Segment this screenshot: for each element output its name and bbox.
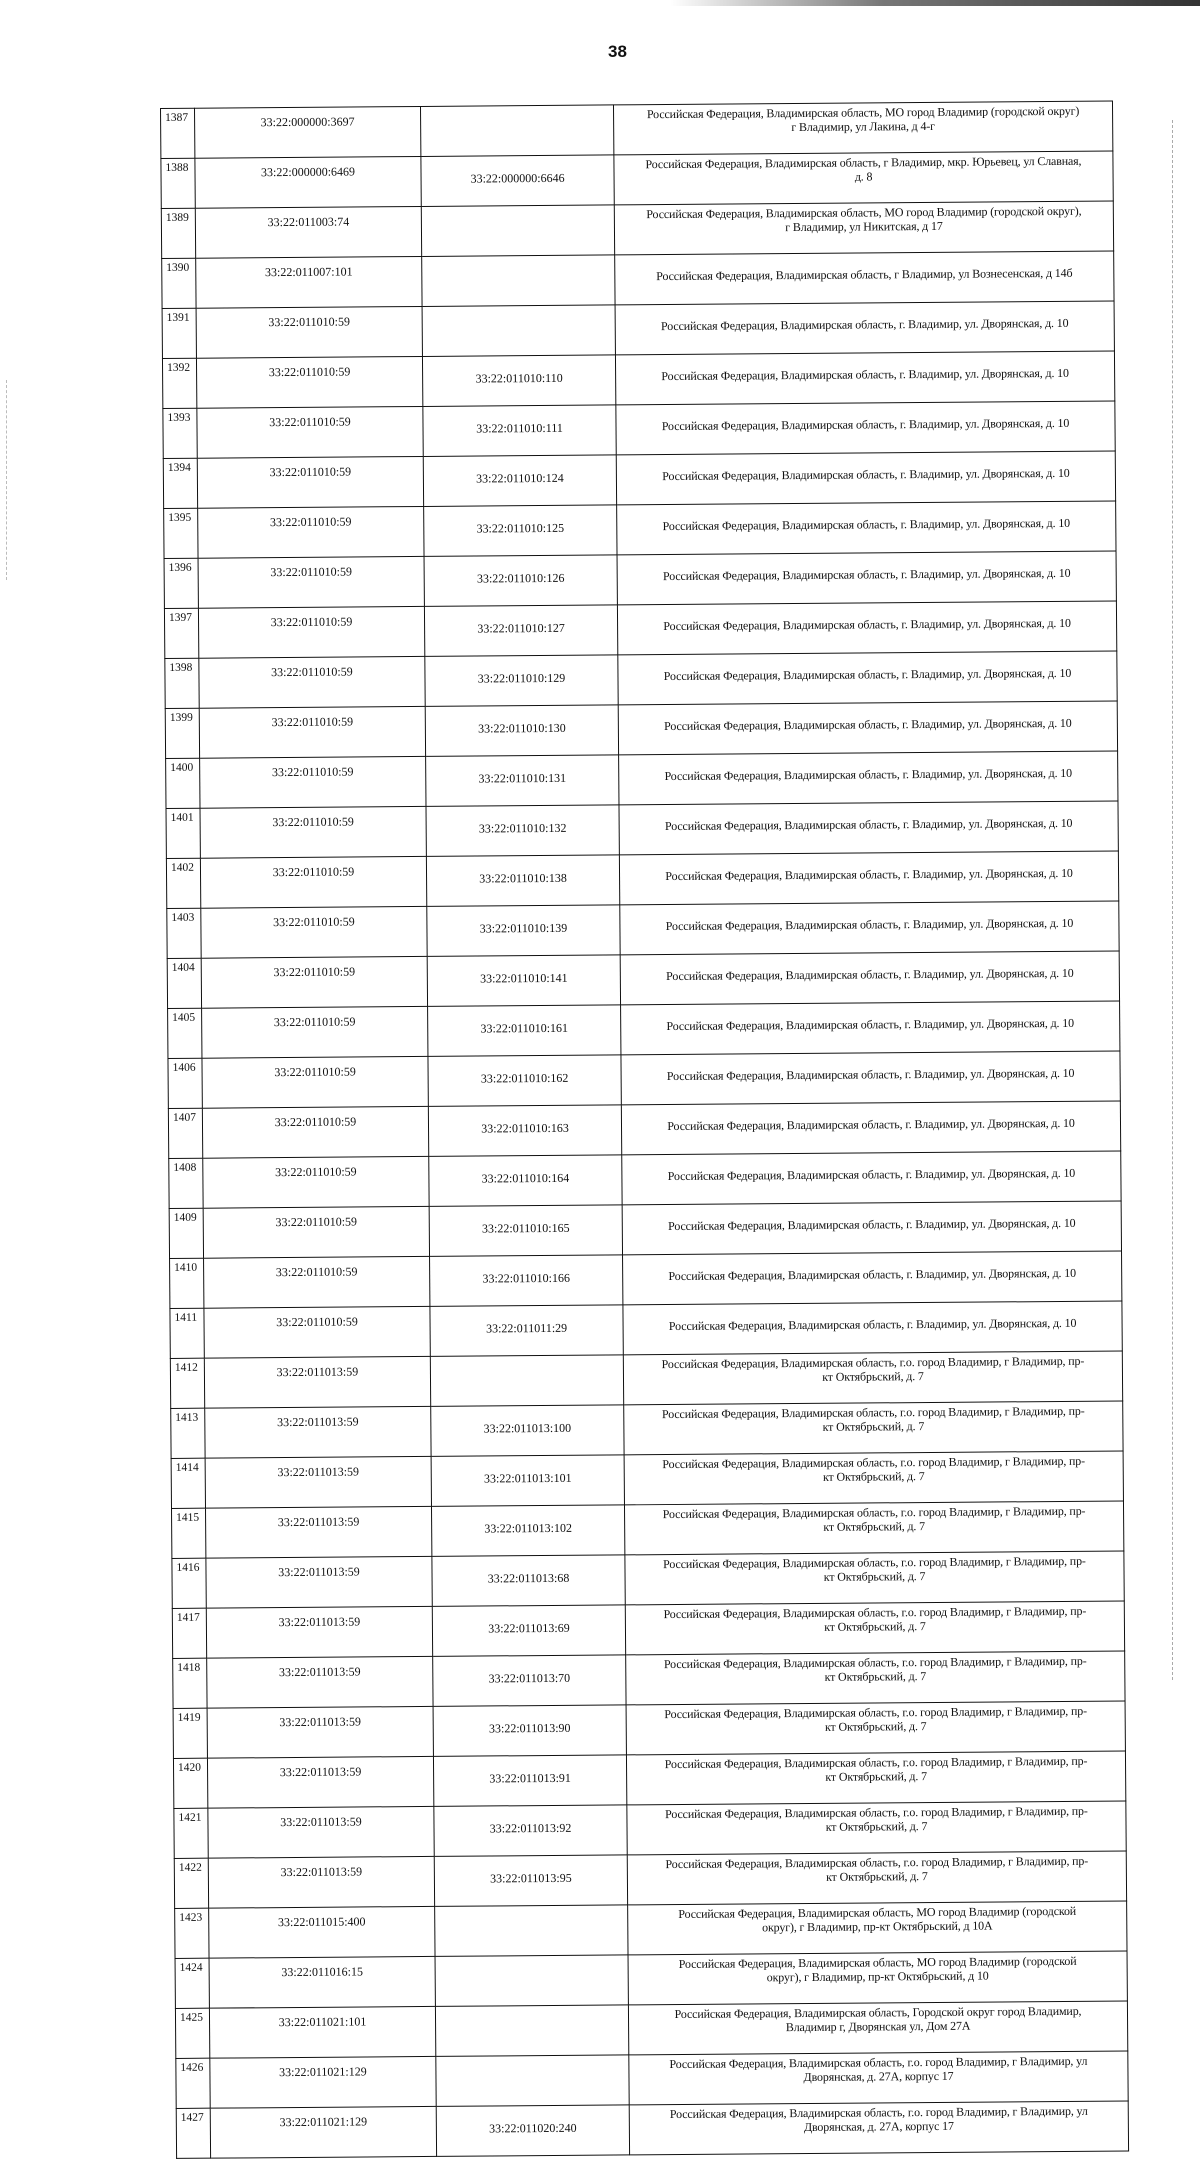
row-number: 1423	[175, 1908, 209, 1958]
cadastral-number: 33:22:011013:59	[207, 1756, 433, 1808]
cadastral-number: 33:22:011010:59	[200, 856, 426, 908]
cadastral-number: 33:22:011010:59	[199, 706, 425, 758]
address-line-1: Российская Федерация, Владимирская область, г. Владимир, ул. Дворянская, д. 10	[668, 1215, 1076, 1234]
address-line-1: Российская Федерация, Владимирская область, г. Владимир, ул. Дворянская, д. 10	[661, 365, 1069, 384]
cadastral-number: 33:22:011010:59	[198, 556, 424, 608]
address-line-1: Российская Федерация, Владимирская область, г. Владимир, ул. Дворянская, д. 10	[665, 915, 1074, 934]
cadastral-number: 33:22:011016:15	[209, 1956, 435, 2008]
cadastral-number: 33:22:011010:59	[203, 1156, 429, 1208]
cadastral-number: 33:22:011010:59	[202, 1006, 428, 1058]
table-body	[161, 101, 1129, 2158]
row-number: 1425	[175, 2008, 209, 2058]
table-row	[164, 601, 1116, 658]
address-line-1: Российская Федерация, Владимирская область, г. Владимир, ул. Дворянская, д. 10	[666, 1065, 1075, 1084]
table-row	[175, 1951, 1127, 2008]
related-cadastral-number: 33:22:011010:165	[429, 1205, 622, 1257]
address-line-1: Российская Федерация, Владимирская область, МО город Владимир (городской	[678, 1903, 1077, 1921]
table-row	[173, 1751, 1125, 1808]
related-cadastral-number	[422, 305, 615, 357]
table-row	[175, 2001, 1127, 2058]
address-line-1: Российская Федерация, Владимирская область, г. Владимир, ул. Дворянская, д. 10	[664, 815, 1073, 834]
table-row	[173, 1651, 1125, 1708]
address-cell	[627, 1801, 1126, 1855]
address-cell	[617, 501, 1116, 555]
address-line-1: Российская Федерация, Владимирская область, г.о. город Владимир, г Владимир, пр-	[662, 1503, 1086, 1522]
table-row	[162, 351, 1114, 408]
address-line-1: Российская Федерация, Владимирская область, г. Владимир, ул. Дворянская, д. 10	[660, 315, 1069, 334]
address-cell	[616, 401, 1115, 455]
address-cell	[613, 101, 1112, 155]
cadastral-number: 33:22:000000:6469	[195, 156, 421, 208]
related-cadastral-number: 33:22:011010:125	[424, 505, 617, 557]
cadastral-number: 33:22:011013:59	[206, 1556, 432, 1608]
address-line-1: Российская Федерация, Владимирская область, Городской округ город Владимир,	[674, 2003, 1082, 2022]
related-cadastral-number: 33:22:011010:139	[427, 905, 620, 957]
cadastral-number: 33:22:011010:59	[197, 406, 423, 458]
scan-artifact-line	[6, 380, 8, 580]
cadastral-number: 33:22:011021:129	[210, 2056, 436, 2108]
cadastral-number: 33:22:011013:59	[205, 1456, 431, 1508]
related-cadastral-number	[435, 1955, 628, 2007]
row-number: 1396	[164, 558, 198, 608]
related-cadastral-number: 33:22:011010:132	[426, 805, 619, 857]
address-line-2: г Владимир, ул Никитская, д 17	[785, 218, 943, 235]
address-line-1: Российская Федерация, Владимирская область, г.о. город Владимир, г Владимир, пр-	[663, 1553, 1086, 1572]
row-number: 1409	[169, 1208, 203, 1258]
row-number: 1424	[175, 1958, 209, 2008]
row-number: 1416	[172, 1558, 206, 1608]
row-number: 1388	[161, 158, 195, 208]
related-cadastral-number: 33:22:011013:100	[431, 1405, 624, 1457]
row-number: 1395	[164, 508, 198, 558]
address-line-2: кт Октябрьский, д. 7	[824, 1669, 927, 1684]
table-row	[166, 801, 1118, 858]
cadastral-number: 33:22:011003:74	[195, 206, 421, 258]
address-line-1: Российская Федерация, Владимирская область, г.о. город Владимир, г Владимир, ул	[669, 2103, 1088, 2122]
cadastral-table	[160, 101, 1129, 2159]
address-line-1: Российская Федерация, Владимирская область, г Владимир, ул Вознесенская, д 14б	[656, 265, 1073, 284]
address-line-1: Российская Федерация, Владимирская область, г.о. город Владимир, г Владимир, пр-	[661, 1403, 1085, 1422]
row-number: 1408	[169, 1158, 203, 1208]
table-row	[162, 301, 1114, 358]
table-row	[161, 151, 1113, 208]
address-line-1: Российская Федерация, Владимирская область, МО город Владимир (городской округ),	[646, 203, 1082, 222]
table-row	[164, 551, 1116, 608]
address-line-2: Владимир г, Дворянская ул, Дом 27А	[785, 2018, 971, 2035]
row-number: 1399	[165, 708, 199, 758]
table-row	[170, 1301, 1122, 1358]
related-cadastral-number: 33:22:011010:131	[426, 755, 619, 807]
cadastral-number: 33:22:011010:59	[196, 356, 422, 408]
address-line-1: Российская Федерация, Владимирская область, г.о. город Владимир, г Владимир, пр-	[663, 1653, 1087, 1672]
address-line-1: Российская Федерация, Владимирская область, г. Владимир, ул. Дворянская, д. 10	[666, 965, 1074, 984]
address-cell	[624, 1501, 1123, 1555]
related-cadastral-number	[421, 205, 614, 257]
related-cadastral-number: 33:22:011010:124	[423, 455, 616, 507]
cadastral-number: 33:22:011010:59	[199, 656, 425, 708]
cadastral-number: 33:22:011010:59	[204, 1306, 430, 1358]
related-cadastral-number: 33:22:011010:111	[423, 405, 616, 457]
cadastral-number: 33:22:011013:59	[208, 1806, 434, 1858]
related-cadastral-number: 33:22:011013:92	[434, 1805, 627, 1857]
table-row	[167, 901, 1119, 958]
address-line-2: кт Октябрьский, д. 7	[825, 1769, 927, 1784]
address-cell	[628, 1901, 1127, 1955]
row-number: 1420	[173, 1758, 207, 1808]
address-cell	[615, 351, 1114, 405]
cadastral-number: 33:22:011015:400	[209, 1906, 435, 1958]
row-number: 1406	[168, 1058, 202, 1108]
address-cell	[624, 1451, 1123, 1505]
table-row	[163, 401, 1115, 458]
row-number: 1405	[168, 1008, 202, 1058]
address-line-1: Российская Федерация, Владимирская область, г.о. город Владимир, г Владимир, пр-	[665, 1803, 1088, 1822]
related-cadastral-number: 33:22:011013:70	[433, 1655, 626, 1707]
table-row	[161, 101, 1113, 158]
table-row	[165, 701, 1117, 758]
scan-artifact-line	[1172, 120, 1174, 1680]
related-cadastral-number: 33:22:011013:95	[434, 1855, 627, 1907]
related-cadastral-number: 33:22:011010:138	[426, 855, 619, 907]
address-line-1: Российская Федерация, Владимирская область, г. Владимир, ул. Дворянская, д. 10	[664, 765, 1073, 784]
address-cell	[622, 1151, 1121, 1205]
address-cell	[629, 2051, 1128, 2105]
related-cadastral-number: 33:22:011013:69	[432, 1605, 625, 1657]
related-cadastral-number: 33:22:011013:90	[433, 1705, 626, 1757]
address-cell	[626, 1751, 1125, 1805]
related-cadastral-number: 33:22:011020:240	[436, 2105, 629, 2157]
address-cell	[619, 851, 1118, 905]
related-cadastral-number	[435, 2005, 628, 2057]
row-number: 1411	[170, 1308, 204, 1358]
cadastral-number: 33:22:011010:59	[203, 1206, 429, 1258]
cadastral-number: 33:22:011021:101	[209, 2006, 435, 2058]
address-line-2: кт Октябрьский, д. 7	[825, 1819, 928, 1834]
row-number: 1391	[162, 308, 196, 358]
related-cadastral-number: 33:22:011010:126	[424, 555, 617, 607]
related-cadastral-number: 33:22:011010:129	[425, 655, 618, 707]
page-number: 38	[608, 42, 627, 61]
address-cell	[619, 801, 1118, 855]
address-line-1: Российская Федерация, Владимирская область, МО город Владимир (городской округ)	[646, 103, 1080, 122]
address-line-1: Российская Федерация, Владимирская область, г.о. город Владимир, г Владимир, пр-	[664, 1703, 1087, 1722]
address-cell	[614, 201, 1113, 255]
cadastral-number: 33:22:011013:59	[206, 1606, 432, 1658]
address-cell	[629, 2101, 1128, 2155]
related-cadastral-number: 33:22:011013:102	[431, 1505, 624, 1557]
address-cell	[617, 601, 1116, 655]
cadastral-table-grid	[160, 101, 1129, 2159]
table-row	[169, 1151, 1121, 1208]
address-line-1: Российская Федерация, Владимирская область, г. Владимир, ул. Дворянская, д. 10	[668, 1265, 1076, 1284]
row-number: 1415	[171, 1508, 205, 1558]
table-row	[161, 201, 1113, 258]
row-number: 1397	[164, 608, 198, 658]
address-line-2: кт Октябрьский, д. 7	[824, 1719, 927, 1734]
address-line-2: кт Октябрьский, д. 7	[826, 1869, 928, 1884]
cadastral-number: 33:22:000000:3697	[195, 106, 421, 158]
address-cell	[625, 1601, 1124, 1655]
table-row	[172, 1551, 1124, 1608]
address-line-1: Российская Федерация, Владимирская область, г.о. город Владимир, г Владимир, пр-	[662, 1453, 1086, 1472]
table-row	[167, 951, 1119, 1008]
table-row	[168, 1051, 1120, 1108]
address-cell	[625, 1551, 1124, 1605]
address-line-1: Российская Федерация, Владимирская область, г. Владимир, ул. Дворянская, д. 10	[663, 615, 1071, 634]
cadastral-number: 33:22:011013:59	[204, 1356, 430, 1408]
address-cell	[615, 301, 1114, 355]
address-line-1: Российская Федерация, Владимирская область, г.о. город Владимир, г Владимир, пр-	[663, 1603, 1087, 1622]
related-cadastral-number: 33:22:011011:29	[430, 1305, 623, 1357]
row-number: 1413	[171, 1408, 205, 1458]
address-cell	[618, 701, 1117, 755]
address-cell	[621, 1051, 1120, 1105]
address-cell	[626, 1651, 1125, 1705]
row-number: 1426	[176, 2058, 210, 2108]
table-row	[174, 1851, 1126, 1908]
cadastral-number: 33:22:011007:101	[196, 256, 422, 308]
address-cell	[620, 901, 1119, 955]
address-line-2: округ), г Владимир, пр-кт Октябрьский, д 10А	[762, 1918, 993, 1935]
cadastral-number: 33:22:011010:59	[196, 306, 422, 358]
table-row	[162, 251, 1114, 308]
address-line-1: Российская Федерация, Владимирская область, г. Владимир, ул. Дворянская, д. 10	[666, 1015, 1074, 1034]
cadastral-number: 33:22:011010:59	[198, 506, 424, 558]
table-row	[173, 1701, 1125, 1758]
address-cell	[619, 751, 1118, 805]
address-cell	[622, 1201, 1121, 1255]
table-row	[171, 1501, 1123, 1558]
row-number: 1407	[168, 1108, 202, 1158]
address-cell	[621, 1001, 1120, 1055]
row-number: 1392	[162, 358, 196, 408]
table-row	[171, 1401, 1123, 1458]
address-line-1: Российская Федерация, Владимирская область, г. Владимир, ул. Дворянская, д. 10	[662, 565, 1071, 584]
address-line-2: кт Октябрьский, д. 7	[822, 1419, 925, 1434]
row-number: 1398	[165, 658, 199, 708]
address-cell	[624, 1401, 1123, 1455]
cadastral-number: 33:22:011010:59	[204, 1256, 430, 1308]
address-line-1: Российская Федерация, Владимирская область, г Владимир, мкр. Юрьевец, ул Славная,	[645, 153, 1082, 172]
related-cadastral-number	[430, 1355, 623, 1407]
row-number: 1417	[172, 1608, 206, 1658]
cadastral-number: 33:22:011010:59	[201, 956, 427, 1008]
related-cadastral-number: 33:22:011010:141	[427, 955, 620, 1007]
cadastral-number: 33:22:011010:59	[200, 756, 426, 808]
row-number: 1418	[173, 1658, 207, 1708]
related-cadastral-number: 33:22:011013:68	[432, 1555, 625, 1607]
table-row	[172, 1601, 1124, 1658]
scan-edge-stripe	[670, 0, 1200, 6]
table-row	[165, 651, 1117, 708]
address-cell	[628, 2001, 1127, 2055]
address-cell	[623, 1251, 1122, 1305]
related-cadastral-number	[420, 105, 613, 157]
address-line-1: Российская Федерация, Владимирская область, г. Владимир, ул. Дворянская, д. 10	[661, 415, 1070, 434]
related-cadastral-number: 33:22:011013:91	[433, 1755, 626, 1807]
address-line-2: округ), г Владимир, пр-кт Октябрьский, д 10	[766, 1968, 989, 1985]
row-number: 1419	[173, 1708, 207, 1758]
table-row	[168, 1101, 1120, 1158]
address-line-2: Дворянская, д. 27А, корпус 17	[803, 2118, 954, 2135]
address-line-1: Российская Федерация, Владимирская область, г.о. город Владимир, г Владимир, пр-	[661, 1353, 1085, 1372]
row-number: 1414	[171, 1458, 205, 1508]
related-cadastral-number	[435, 1905, 628, 1957]
address-line-1: Российская Федерация, Владимирская область, г.о. город Владимир, г Владимир, пр-	[665, 1853, 1089, 1872]
row-number: 1412	[170, 1358, 204, 1408]
cadastral-number: 33:22:011010:59	[200, 806, 426, 858]
address-cell	[626, 1701, 1125, 1755]
row-number: 1401	[166, 808, 200, 858]
address-line-1: Российская Федерация, Владимирская область, г. Владимир, ул. Дворянская, д. 10	[668, 1315, 1077, 1334]
related-cadastral-number: 33:22:011010:163	[428, 1105, 621, 1157]
address-cell	[618, 651, 1117, 705]
row-number: 1387	[161, 108, 195, 158]
row-number: 1400	[166, 758, 200, 808]
table-row	[176, 2101, 1128, 2158]
address-cell	[616, 451, 1115, 505]
related-cadastral-number	[422, 255, 615, 307]
table-row	[164, 501, 1116, 558]
row-number: 1422	[174, 1858, 208, 1908]
related-cadastral-number: 33:22:011010:127	[424, 605, 617, 657]
related-cadastral-number: 33:22:011010:130	[425, 705, 618, 757]
row-number: 1421	[174, 1808, 208, 1858]
table-row	[175, 1901, 1127, 1958]
cadastral-number: 33:22:011013:59	[205, 1506, 431, 1558]
related-cadastral-number: 33:22:011010:162	[428, 1055, 621, 1107]
address-line-1: Российская Федерация, Владимирская область, г. Владимир, ул. Дворянская, д. 10	[667, 1165, 1076, 1184]
address-line-1: Российская Федерация, Владимирская область, г.о. город Владимир, г Владимир, ул	[669, 2053, 1088, 2072]
address-line-1: Российская Федерация, Владимирская область, г. Владимир, ул. Дворянская, д. 10	[662, 515, 1071, 534]
related-cadastral-number: 33:22:011010:110	[422, 355, 615, 407]
table-row	[169, 1201, 1121, 1258]
row-number: 1410	[170, 1258, 204, 1308]
address-line-1: Российская Федерация, Владимирская область, г. Владимир, ул. Дворянская, д. 10	[665, 865, 1073, 884]
related-cadastral-number: 33:22:000000:6646	[421, 155, 614, 207]
address-line-1: Российская Федерация, Владимирская область, г. Владимир, ул. Дворянская, д. 10	[663, 665, 1072, 684]
table-row	[174, 1801, 1126, 1858]
table-row	[176, 2051, 1128, 2108]
table-row	[170, 1351, 1122, 1408]
table-row	[168, 1001, 1120, 1058]
row-number: 1394	[163, 458, 197, 508]
address-cell	[620, 951, 1119, 1005]
cadastral-number: 33:22:011010:59	[198, 606, 424, 658]
address-cell	[627, 1851, 1126, 1905]
address-cell	[628, 1951, 1127, 2005]
address-cell	[623, 1351, 1122, 1405]
address-line-2: кт Октябрьский, д. 7	[823, 1569, 926, 1584]
address-cell	[621, 1101, 1120, 1155]
address-line-2: кт Октябрьский, д. 7	[823, 1519, 925, 1534]
address-cell	[614, 151, 1113, 205]
table-row	[170, 1251, 1122, 1308]
row-number: 1402	[166, 858, 200, 908]
cadastral-number: 33:22:011013:59	[207, 1706, 433, 1758]
address-line-2: г Владимир, ул Лакина, д 4-г	[791, 118, 935, 135]
address-line-1: Российская Федерация, Владимирская область, г. Владимир, ул. Дворянская, д. 10	[664, 715, 1072, 734]
address-line-2: кт Октябрьский, д. 7	[822, 1469, 925, 1484]
row-number: 1404	[167, 958, 201, 1008]
cadastral-number: 33:22:011010:59	[201, 906, 427, 958]
row-number: 1427	[176, 2108, 210, 2158]
table-row	[171, 1451, 1123, 1508]
address-line-1: Российская Федерация, Владимирская область, г.о. город Владимир, г Владимир, пр-	[664, 1753, 1088, 1772]
related-cadastral-number: 33:22:011010:161	[428, 1005, 621, 1057]
row-number: 1403	[167, 908, 201, 958]
table-row	[166, 751, 1118, 808]
table-row	[163, 451, 1115, 508]
address-line-1: Российская Федерация, Владимирская область, г. Владимир, ул. Дворянская, д. 10	[667, 1115, 1075, 1134]
address-line-2: д. 8	[854, 169, 873, 184]
cadastral-number: 33:22:011010:59	[202, 1106, 428, 1158]
cadastral-number: 33:22:011013:59	[207, 1656, 433, 1708]
row-number: 1393	[163, 408, 197, 458]
cadastral-number: 33:22:011013:59	[208, 1856, 434, 1908]
address-line-1: Российская Федерация, Владимирская область, г. Владимир, ул. Дворянская, д. 10	[662, 465, 1070, 484]
address-cell	[623, 1301, 1122, 1355]
row-number: 1390	[162, 258, 196, 308]
address-line-2: Дворянская, д. 27А, корпус 17	[803, 2068, 954, 2085]
address-line-2: кт Октябрьский, д. 7	[824, 1619, 926, 1634]
address-cell	[615, 251, 1114, 305]
address-cell	[617, 551, 1116, 605]
cadastral-number: 33:22:011010:59	[202, 1056, 428, 1108]
related-cadastral-number: 33:22:011010:166	[430, 1255, 623, 1307]
cadastral-number: 33:22:011013:59	[205, 1406, 431, 1458]
cadastral-number: 33:22:011010:59	[197, 456, 423, 508]
address-line-2: кт Октябрьский, д. 7	[822, 1369, 924, 1384]
address-line-1: Российская Федерация, Владимирская область, МО город Владимир (городской	[678, 1953, 1077, 1971]
cadastral-number: 33:22:011021:129	[210, 2106, 436, 2158]
related-cadastral-number	[436, 2055, 629, 2107]
table-row	[166, 851, 1118, 908]
row-number: 1389	[161, 208, 195, 258]
related-cadastral-number: 33:22:011013:101	[431, 1455, 624, 1507]
related-cadastral-number: 33:22:011010:164	[429, 1155, 622, 1207]
